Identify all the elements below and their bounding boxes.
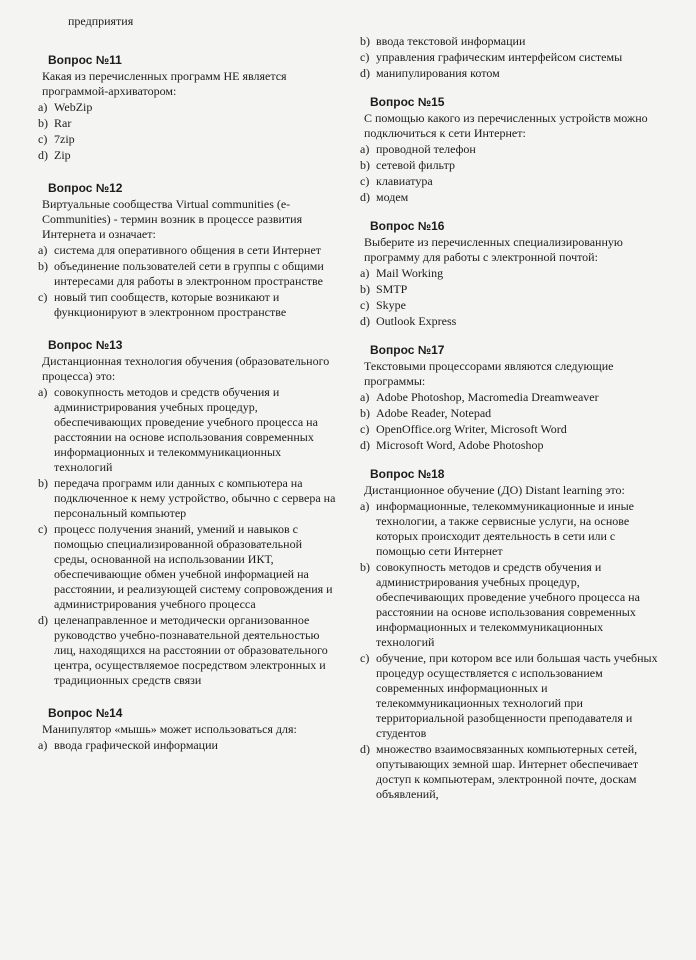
option [38, 243, 338, 258]
question-text: Выберите из перечисленных специализированную программу для работы с электронной почтой: [364, 235, 623, 264]
option [360, 406, 660, 421]
option-letter: d) [360, 314, 370, 328]
option [360, 142, 660, 157]
left-column [38, 0, 338, 754]
option [38, 132, 338, 147]
option-text: Microsoft Word, Adobe Photoshop [376, 438, 544, 452]
question-title: Вопрос №13 [48, 338, 123, 352]
question-title: Вопрос №16 [370, 219, 445, 233]
question-title: Вопрос №12 [48, 181, 123, 195]
option [360, 298, 660, 313]
question-18 [360, 467, 660, 802]
question-11 [38, 53, 338, 163]
question-13 [38, 338, 338, 688]
option-text: Skype [376, 298, 406, 312]
option [360, 422, 660, 437]
option-text: SMTP [376, 282, 408, 296]
option [360, 50, 660, 65]
option-text: совокупность методов и средств обучения и администрирования учебных процедур, обеспечивающих проведение учебного процесса на расстоянии на основе использования современных информационных и телекоммуникационных технологий [376, 560, 640, 649]
option-text: управления графическим интерфейсом системы [376, 50, 623, 64]
option-letter: d) [38, 148, 48, 162]
option [360, 438, 660, 453]
option-letter: c) [38, 290, 48, 304]
question-14-continued [360, 34, 660, 81]
option-letter: a) [38, 243, 48, 257]
option-text: ввода текстовой информации [376, 34, 526, 48]
option-text: Adobe Reader, Notepad [376, 406, 492, 420]
question-title: Вопрос №18 [370, 467, 445, 481]
option-letter: c) [38, 522, 48, 536]
option-letter: b) [360, 560, 370, 574]
option-letter: a) [360, 499, 370, 513]
question-text: Дистанционное обучение (ДО) Distant learning это: [364, 483, 625, 497]
option [360, 314, 660, 329]
question-text: С помощью какого из перечисленных устройств можно подключиться к сети Интернет: [364, 111, 648, 140]
option-letter: d) [38, 613, 48, 627]
option [360, 66, 660, 81]
option-letter: b) [38, 116, 48, 130]
question-16 [360, 219, 660, 329]
question-text: Манипулятор «мышь» может использоваться для: [42, 722, 297, 736]
option [38, 148, 338, 163]
option-letter: c) [360, 422, 370, 436]
option [38, 738, 338, 753]
option-text: обучение, при котором все или большая часть учебных процедур осуществляется с использованием современных информационных и телекоммуникационных технологий при территориальной разобщенности преподавателя и студентов [376, 651, 658, 740]
option-letter: b) [38, 259, 48, 273]
option-text: модем [376, 190, 409, 204]
question-title: Вопрос №14 [48, 706, 123, 720]
option-text: 7zip [54, 132, 75, 146]
option-letter: b) [360, 158, 370, 172]
option-letter: d) [360, 190, 370, 204]
option-letter: d) [360, 66, 370, 80]
question-title: Вопрос №17 [370, 343, 445, 357]
option-text: WebZip [54, 100, 93, 114]
option-letter: a) [38, 385, 48, 399]
option [38, 259, 338, 289]
question-17 [360, 343, 660, 453]
right-column [360, 0, 660, 803]
option [360, 282, 660, 297]
option-text: Zip [54, 148, 71, 162]
option [38, 100, 338, 115]
option [360, 560, 660, 650]
option-text: передача программ или данных с компьютера на подключенное к нему устройство, обычно с сервера на персональный компьютер [54, 476, 336, 520]
option-letter: a) [360, 266, 370, 280]
option-text: Mail Working [376, 266, 444, 280]
question-12 [38, 181, 338, 320]
option-text: система для оперативного общения в сети Интернет [54, 243, 322, 257]
option-text: множество взаимосвязанных компьютерных сетей, опутывающих земной шар. Интернет обеспечивает доступ к компьютерам, электронной почте, доскам объявлений, [376, 742, 639, 801]
option [360, 742, 660, 802]
option-text: Rar [54, 116, 72, 130]
option-letter: a) [38, 738, 48, 752]
option [360, 158, 660, 173]
option-text: клавиатура [376, 174, 433, 188]
option [360, 266, 660, 281]
option [38, 476, 338, 521]
question-text: Дистанционная технология обучения (образовательного процесса) это: [42, 354, 330, 383]
question-15 [360, 95, 660, 205]
option [360, 174, 660, 189]
option-letter: c) [360, 174, 370, 188]
option [360, 34, 660, 49]
option [38, 116, 338, 131]
option-letter: c) [360, 651, 370, 665]
option [38, 385, 338, 475]
option-text: совокупность методов и средств обучения и администрирования учебных процедур, обеспечивающих проведение учебного процесса на расстоянии на основе использования современных информационных и телекоммуникационных технологий [54, 385, 318, 474]
option-letter: a) [360, 390, 370, 404]
question-title: Вопрос №15 [370, 95, 445, 109]
question-14 [38, 706, 338, 753]
option [38, 613, 338, 688]
question-text: Какая из перечисленных программ НЕ является программой-архиватором: [42, 69, 287, 98]
option [38, 522, 338, 612]
option [360, 499, 660, 559]
continued-fragment: предприятия [68, 14, 134, 28]
option-letter: d) [360, 438, 370, 452]
option [38, 290, 338, 320]
question-text: Виртуальные сообщества Virtual communities (e-Communities) - термин возник в процессе развития Интернета и означает: [42, 197, 303, 241]
option-text: сетевой фильтр [376, 158, 455, 172]
option-letter: c) [360, 298, 370, 312]
option-text: OpenOffice.org Writer, Microsoft Word [376, 422, 567, 436]
option-letter: b) [360, 34, 370, 48]
option-letter: b) [38, 476, 48, 490]
option-text: целенаправленное и методически организованное руководство учебно-познавательной деятельностью лиц, находящихся на расстоянии от образовательного центра, осуществляемое посредством электронных и традиционных средств связи [54, 613, 328, 687]
option-text: ввода графической информации [54, 738, 218, 752]
option [360, 190, 660, 205]
option-text: Outlook Express [376, 314, 457, 328]
option-text: манипулирования котом [376, 66, 500, 80]
option-letter: d) [360, 742, 370, 756]
option-text: информационные, телекоммуникационные и иные технологии, а также сервисные услуги, на основе которых происходит деятельность в сети или с помощью сети Интернет [376, 499, 634, 558]
option-text: новый тип сообществ, которые возникают и функционируют в электронном пространстве [54, 290, 287, 319]
question-title: Вопрос №11 [48, 53, 122, 67]
option [360, 390, 660, 405]
option-text: процесс получения знаний, умений и навыков с помощью специализированной образовательной среды, основанной на использовании ИКТ, обеспечивающие обмен учебной информацией на расстоянии, и реализующей систему сопровождения и администрирования учебного процесса [54, 522, 333, 611]
option-text: проводной телефон [376, 142, 476, 156]
option-letter: b) [360, 282, 370, 296]
option-text: Adobe Photoshop, Macromedia Dreamweaver [376, 390, 599, 404]
option-letter: b) [360, 406, 370, 420]
question-text: Текстовыми процессорами являются следующие программы: [364, 359, 614, 388]
option [360, 651, 660, 741]
option-letter: a) [360, 142, 370, 156]
option-text: объединение пользователей сети в группы с общими интересами для работы в электронном пространстве [54, 259, 324, 288]
option-letter: a) [38, 100, 48, 114]
option-letter: c) [38, 132, 48, 146]
option-letter: c) [360, 50, 370, 64]
